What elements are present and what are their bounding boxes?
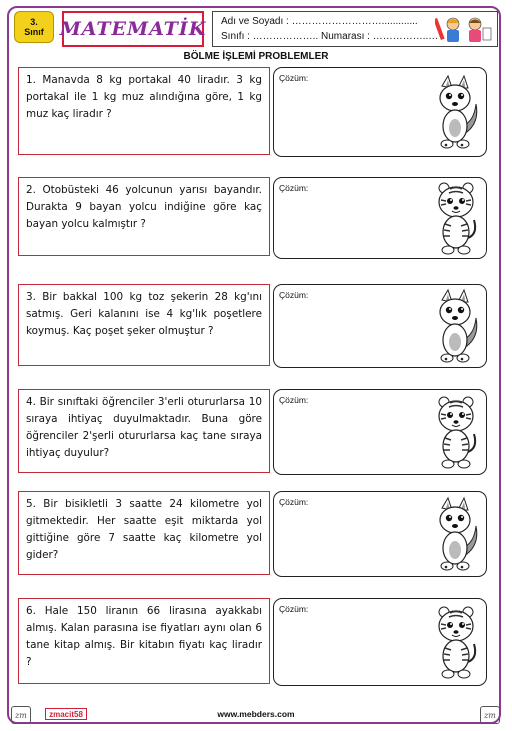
solution-label: Çözüm:	[279, 183, 309, 193]
question-text-4: 4. Bir sınıftaki öğrenciler 3'erli otururlarsa 10 sıraya ihtiyaç duyulmaktadır. Buna göre öğrenciler 2'şerli otururlarsa kaç tane sıraya ihtiyaç duyulur?	[18, 389, 270, 473]
tiger-icon	[434, 394, 480, 472]
solution-label: Çözüm:	[279, 290, 309, 300]
question-text-6: 6. Hale 150 liranın 66 lirasına ayakkabı almış. Kalan parasına ise fiyatları aynı olan 6 tane kitap almış. Bir kitabın fiyatı kaç liradır ?	[18, 598, 270, 684]
grade-badge	[14, 11, 54, 43]
fox-icon	[434, 496, 480, 574]
tiger-icon	[434, 604, 480, 682]
grade-number: 3.	[30, 17, 38, 27]
subject-title: MATEMATİK	[59, 18, 207, 40]
subject-title-box	[59, 11, 207, 47]
class-line: Sınıfı : ……………….. Numarası : ……………..…	[221, 31, 439, 42]
corner-mark-right: zm	[480, 706, 500, 724]
website-link[interactable]: www.mebders.com	[217, 709, 295, 719]
solution-area-6[interactable]	[273, 598, 487, 686]
solution-area-4[interactable]	[273, 389, 487, 475]
kids-icon	[435, 14, 493, 44]
solution-label: Çözüm:	[279, 73, 309, 83]
question-text-3: 3. Bir bakkal 100 kg toz şekerin 28 kg'ını satmış. Geri kalanını ise 4 kg'lık poşetlere koymuş. Kaç poşet şeker olmuştur ?	[18, 284, 270, 366]
author-tag: zmacit58	[45, 708, 87, 720]
solution-area-1[interactable]	[273, 67, 487, 157]
fox-icon	[434, 288, 480, 366]
student-info-box	[212, 11, 498, 47]
fox-icon	[434, 74, 480, 152]
question-text-2: 2. Otobüsteki 46 yolcunun yarısı bayandır. Durakta 9 bayan yolcu indiğine göre kaç bayan yolcu kalmıştır ?	[18, 177, 270, 256]
solution-label: Çözüm:	[279, 395, 309, 405]
question-text-5: 5. Bir bisikletli 3 saatte 24 kilometre yol gitmektedir. Her saatte eşit miktarda yol gittiğine göre 7 saatte kaç kilometre yol gider?	[18, 491, 270, 575]
page-title: BÖLME İŞLEMİ PROBLEMLER	[183, 51, 329, 62]
solution-label: Çözüm:	[279, 497, 309, 507]
tiger-icon	[434, 180, 480, 258]
solution-label: Çözüm:	[279, 604, 309, 614]
solution-area-3[interactable]	[273, 284, 487, 368]
solution-area-2[interactable]	[273, 177, 487, 259]
grade-label: Sınıf	[24, 27, 44, 37]
question-text-1: 1. Manavda 8 kg portakal 40 liradır. 3 kg portakal ile 1 kg muz alındığına göre, 1 kg muz kaç liradır ?	[18, 67, 270, 155]
name-line: Adı ve Soyadı : ……………………….............	[221, 16, 418, 27]
corner-mark-left: zm	[11, 706, 31, 724]
solution-area-5[interactable]	[273, 491, 487, 577]
